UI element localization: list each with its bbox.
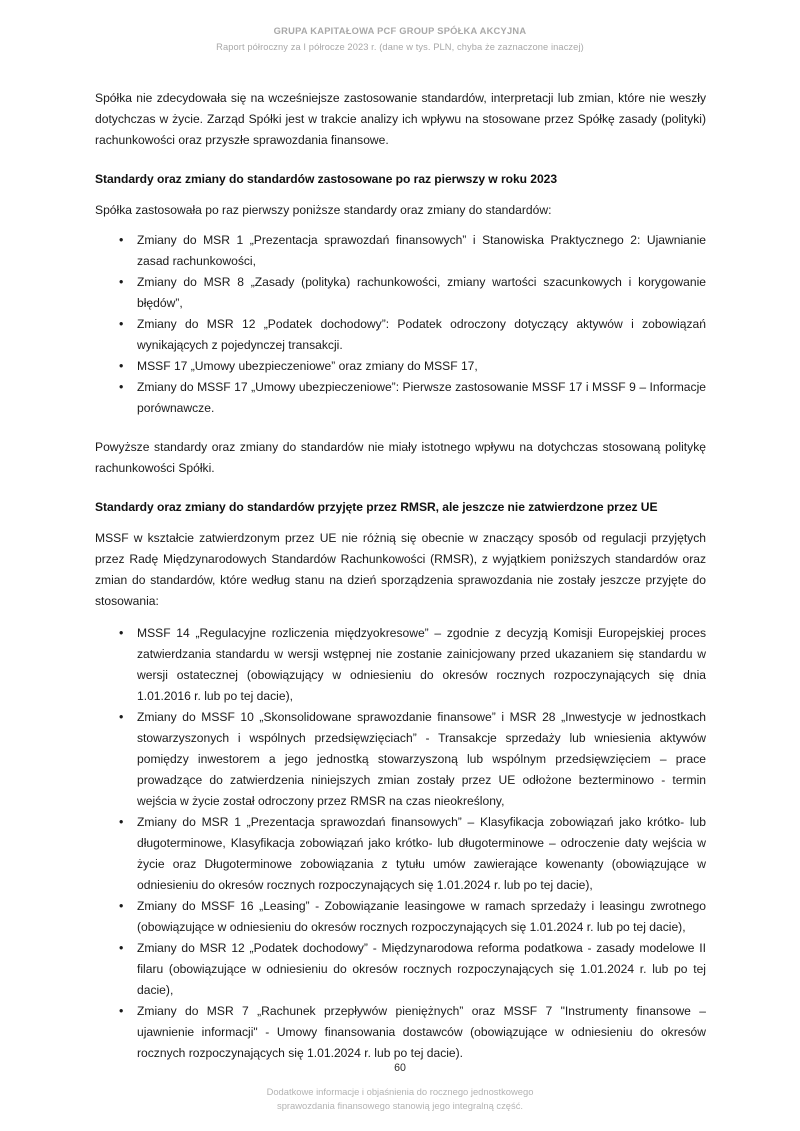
- list-item: • Zmiany do MSR 1 „Prezentacja sprawozdań finansowych” i Stanowiska Praktycznego 2: Ujawnianie zasad rachunkowości,: [95, 230, 706, 272]
- lead-paragraph-first-applied: Spółka zastosowała po raz pierwszy poniższe standardy oraz zmiany do standardów:: [95, 203, 552, 217]
- header-company-name: GRUPA KAPITAŁOWA PCF GROUP SPÓŁKA AKCYJNA: [273, 26, 527, 36]
- footer-note-line-2: sprawozdania finansowego stanowią jego integralną część.: [277, 1099, 523, 1111]
- list-item: • Zmiany do MSR 12 „Podatek dochodowy” - Międzynarodowa reforma podatkowa - zasady modelowe II filaru (obowiązujące w odniesieniu do okresów rocznych rozpoczynających się 1.01.2024 r. lub po tej dacie),: [95, 938, 706, 1001]
- list-item: • MSSF 14 „Regulacyjne rozliczenia międzyokresowe” – zgodnie z decyzją Komisji Europejskiej proces zatwierdzania standardu w wersji wstępnej nie zostanie zainicjowany przed ukazaniem się standardu w wersji ostatecznej (obowiązujący w odniesieniu do okresów rocznych rozpoczynających się dnia 1.01.2016 r. lub po tej dacie),: [95, 623, 706, 707]
- footer-note-line-1: Dodatkowe informacje i objaśnienia do rocznego jednostkowego: [266, 1086, 534, 1097]
- intro-paragraph: Spółka nie zdecydowała się na wcześniejsze zastosowanie standardów, interpretacji lub zmian, które nie weszły dotychczas w życie. Zarząd Spółki jest w trakcie analizy ich wpływu na stosowane przez Spółkę zasady (polityki) rachunkowości oraz przyszłe sprawozdania finansowe.: [95, 91, 706, 147]
- list-item: • MSSF 17 „Umowy ubezpieczeniowe” oraz zmiany do MSSF 17,: [95, 356, 706, 377]
- section-heading-first-applied-2023: Standardy oraz zmiany do standardów zastosowane po raz pierwszy w roku 2023: [95, 172, 557, 186]
- list-item: • Zmiany do MSSF 16 „Leasing” - Zobowiązanie leasingowe w ramach sprzedaży i leasingu zwrotnego (obowiązujące w odniesieniu do okresów rocznych rozpoczynających się 1.01.2024 r. lub po tej dacie),: [95, 896, 706, 938]
- page-number: 60: [394, 1062, 406, 1074]
- closing-paragraph-first-applied: Powyższe standardy oraz zmiany do standardów nie miały istotnego wpływu na dotychczas stosowaną politykę rachunkowości Spółki.: [95, 440, 706, 475]
- list-item: • Zmiany do MSR 8 „Zasady (polityka) rachunkowości, zmiany wartości szacunkowych i korygowanie błędów”,: [95, 272, 706, 314]
- list-item: • Zmiany do MSR 1 „Prezentacja sprawozdań finansowych” – Klasyfikacja zobowiązań jako krótko- lub długoterminowe, Klasyfikacja zobowiązań jako krótko- lub długoterminowe – odroczenie daty wejścia w życie oraz Długoterminowe zobowiązania z tytułu umów zawierające kowenanty (obowiązujące w odniesieniu do okresów rocznych rozpoczynających się 1.01.2024 r. lub po tej dacie),: [95, 812, 706, 896]
- list-item: • Zmiany do MSR 7 „Rachunek przepływów pieniężnych” oraz MSSF 7 "Instrumenty finansowe – ujawnienie informacji" - Umowy finansowania dostawców (obowiązujące w odniesieniu do okresów rocznych rozpoczynających się 1.01.2024 r. lub po tej dacie).: [95, 1001, 706, 1064]
- standards-list-first-applied: [95, 230, 706, 419]
- list-item: • Zmiany do MSSF 10 „Skonsolidowane sprawozdanie finansowe” i MSR 28 „Inwestycje w jednostkach stowarzyszonych i wspólnych przedsięwzięciach” - Transakcje sprzedaży lub wniesienia aktywów pomiędzy inwestorem a jego jednostką stowarzyszoną lub wspólnym przedsięwzięciem – prace prowadzące do zatwierdzenia niniejszych zmian zostały przez UE odłożone bezterminowo - termin wejścia w życie został odroczony przez RMSR na czas nieokreślony,: [95, 707, 706, 812]
- header-report-subtitle: Raport półroczny za I półrocze 2023 r. (dane w tys. PLN, chyba że zaznaczone inaczej): [216, 42, 584, 52]
- document-header: [0, 24, 800, 54]
- list-item: • Zmiany do MSR 12 „Podatek dochodowy”: Podatek odroczony dotyczący aktywów i zobowiązań wynikających z pojedynczej transakcji.: [95, 314, 706, 356]
- standards-list-issued-not-endorsed: [95, 623, 706, 1064]
- document-footer: [0, 1061, 800, 1112]
- list-item: • Zmiany do MSSF 17 „Umowy ubezpieczeniowe”: Pierwsze zastosowanie MSSF 17 i MSSF 9 – Informacje porównawcze.: [95, 377, 706, 419]
- document-body: [95, 88, 706, 1064]
- lead-paragraph-issued-not-endorsed: MSSF w kształcie zatwierdzonym przez UE nie różnią się obecnie w znaczący sposób od regulacji przyjętych przez Radę Międzynarodowych Standardów Rachunkowości (RMSR), z wyjątkiem poniższych standardów oraz zmian do standardów, które według stanu na dzień sporządzenia sprawozdania nie zostały jeszcze przyjęte do stosowania:: [95, 531, 706, 608]
- section-heading-issued-not-endorsed: Standardy oraz zmiany do standardów przyjęte przez RMSR, ale jeszcze nie zatwierdzone przez UE: [95, 500, 658, 514]
